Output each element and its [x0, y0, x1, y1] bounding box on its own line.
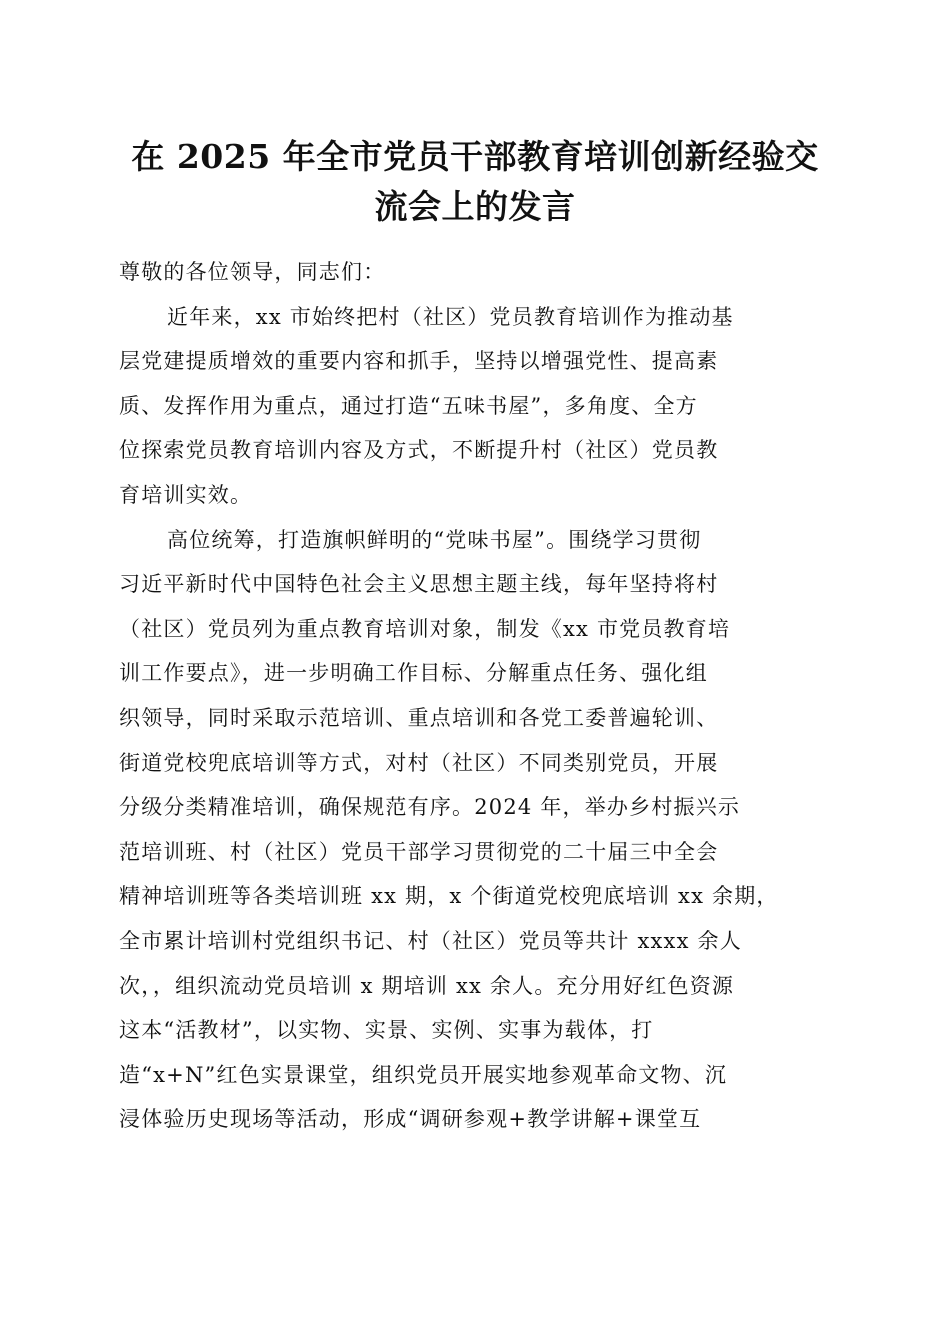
paragraph-line: 层党建提质增效的重要内容和抓手，坚持以增强党性、提高素 — [119, 349, 719, 374]
paragraph-line: （社区）党员列为重点教育培训对象，制发《xx 市党员教育培 — [119, 616, 731, 641]
paragraph-line: 全市累计培训村党组织书记、村（社区）党员等共计 xxxx 余人 — [119, 928, 742, 953]
title-line: 在 2025 年全市党员干部教育培训创新经验交 — [131, 137, 819, 176]
paragraph-line: 织领导，同时采取示范培训、重点培训和各党工委普遍轮训、 — [119, 705, 719, 730]
paragraph-line: 近年来，xx 市始终把村（社区）党员教育培训作为推动基 — [167, 304, 734, 329]
paragraph-line: 质、发挥作用为重点，通过打造“五味书屋”，多角度、全方 — [119, 393, 698, 418]
document-title — [100, 132, 850, 232]
salutation-line: 尊敬的各位领导，同志们： — [119, 260, 386, 284]
paragraph-line: 造“x+N”红色实景课堂，组织党员开展实地参观革命文物、沉 — [119, 1062, 728, 1087]
paragraph-line: 街道党校兜底培训等方式，对村（社区）不同类别党员，开展 — [119, 750, 719, 775]
paragraph-line: 育培训实效。 — [119, 482, 253, 507]
paragraph-intro — [119, 295, 839, 518]
document-body — [119, 250, 839, 1142]
paragraph-line: 训工作要点》，进一步明确工作目标、分解重点任务、强化组 — [119, 661, 708, 686]
paragraph-line: 位探索党员教育培训内容及方式，不断提升村（社区）党员教 — [119, 438, 719, 463]
paragraph-line: 浸体验历史现场等活动，形成“调研参观+教学讲解+课堂互 — [119, 1107, 702, 1132]
paragraph-line: 分级分类精准培训，确保规范有序。2024 年，举办乡村振兴示 — [119, 795, 741, 820]
paragraph-line: 范培训班、村（社区）党员干部学习贯彻党的二十届三中全会 — [119, 839, 719, 864]
paragraph-line: 这本“活教材”，以实物、实景、实例、实事为载体，打 — [119, 1018, 654, 1043]
paragraph-line: 习近平新时代中国特色社会主义思想主题主线，每年坚持将村 — [119, 572, 719, 597]
paragraph-line: 次，，组织流动党员培训 x 期培训 xx 余人。充分用好红色资源 — [119, 973, 735, 998]
paragraph-party-flavor — [119, 518, 839, 1142]
salutation — [119, 250, 839, 295]
paragraph-line: 高位统筹，打造旗帜鲜明的“党味书屋”。围绕学习贯彻 — [167, 527, 702, 552]
paragraph-line: 精神培训班等各类培训班 xx 期，x 个街道党校兜底培训 xx 余期， — [119, 884, 779, 909]
title-line: 流会上的发言 — [374, 187, 576, 226]
